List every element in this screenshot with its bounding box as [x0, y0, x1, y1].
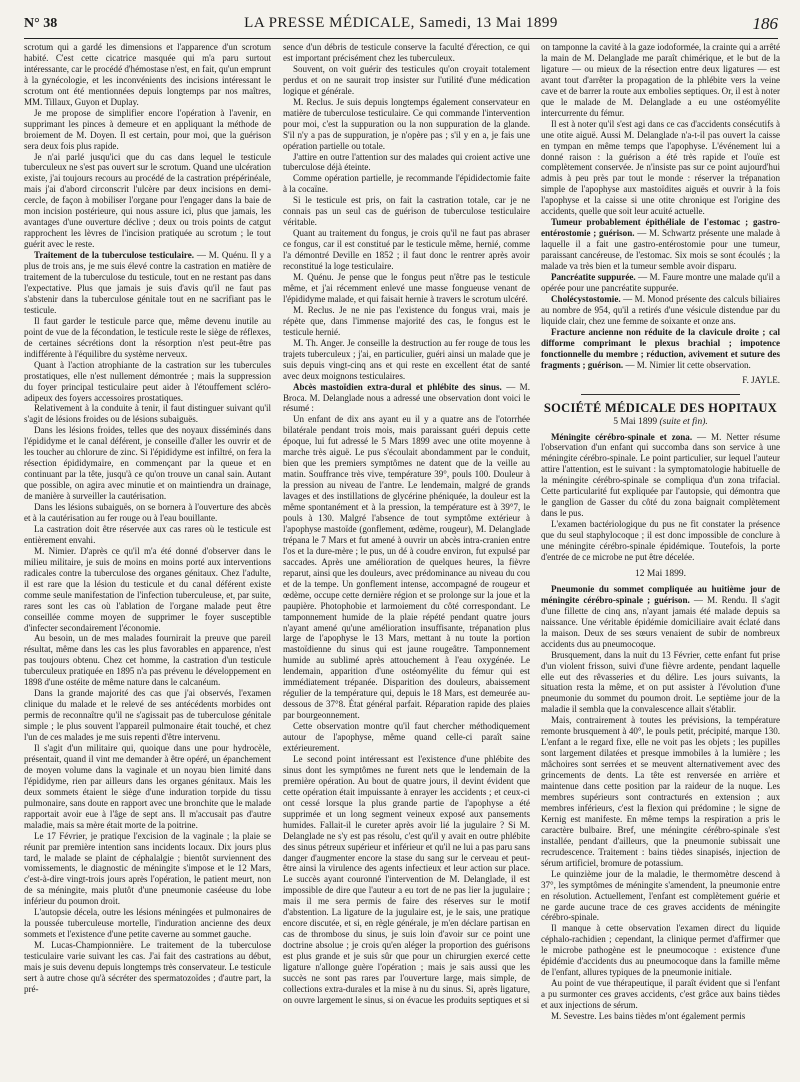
paragraph: Au point de vue thérapeutique, il paraît évident que si l'enfant a pu surmonter ces graves accidents, c'est grâce aux bains tièdes et aux injections de sérum. [541, 978, 780, 1011]
paragraph: Le 17 Février, je pratique l'excision de la vaginale ; la plaie se réunit par première intention sans incidents locaux. Dix jours plus tard, le malade se plaint de céphalalgie ; bientôt surviennent des vomissements, le diagnostic de méningite s'impose et le 12 Mars, c'est-à-dire vingt-trois jours après l'opération, le patient meurt, non de sa méningite, mais plutôt d'une pneumonie caséeuse du lobe inférieur du poumon droit. [24, 830, 271, 907]
column-2 [283, 42, 530, 1074]
journal-title: LA PRESSE MÉDICALE, Samedi, 13 Mai 1899 [244, 15, 558, 31]
paragraph: Relativement à la conduite à tenir, il faut distinguer suivant qu'il s'agit de lésions froides ou de lésions subaiguës. [24, 403, 271, 425]
paragraph: Abcès mastoïdien extra-dural et phlébite des sinus. — M. Broca. M. Delanglade nous a adressé une observation dont voici le résumé : [283, 381, 530, 414]
paragraph: Le second point intéressant est l'existence d'une phlébite des sinus dont les symptômes ne furent nets que le lendemain de la première opération. Au bout de quatre jours, il devint évident que cette opération était impuissante à enrayer les accidents ; et ceux-ci ont cessé lorsque la plus grande partie de l'apophyse a été supprimée et un long segment veineux exposé aux pansements humides. Fallait-il le cureter après avoir lié la jugulaire ? Si M. Delanglade ne s'y est pas résolu, c'est qu'il y avait en outre phlébite des sinus pétreux supérieur et inférieur et qu'il ne lui a pas paru sans danger d'augmenter encore la stase du sang sur le cerveau et peut-être ainsi la virulence des agents infectieux et leur action sur place. Le succès ayant couronné l'intervention de M. Delanglade, il est impossible de dire que l'auteur a eu tort de ne pas lier la jugulaire ; mais il me sera permis de faire des réserves sur le motif d'abstention. La ligature de la jugulaire est, je le sais, une pratique encore discutée, et si, en règle générale, je m'en déclare partisan en cas de thrombose du sinus, je suis loin d'avoir sur ce point une doctrine absolue ; je crois qu'en aléger la proportion des guérisons est plus grande et je suis sûr que pour un chirurgien exercé cette ligature n'allonge guère l'opération ; mais je sais aussi que les succès ne sont pas rares par l'ouverture large, mais simple, de collections extra-durales et la mise à nu du sinus. Si, après ligature, on ouvre largement le sinus, si on évacue les produits septiques et si [283, 753, 530, 1005]
paragraph: Cholécystostomie. — M. Monod présente des calculs biliaires au nombre de 954, qu'il a retirés d'une vésicule distendue par du liquide clair, chez une femme de soixante et onze ans. [541, 293, 780, 326]
section-heading: Cholécystostomie. [551, 293, 621, 304]
paragraph: Il manque à cette observation l'examen direct du liquide céphalo-rachidien ; cependant, la clinique permet d'affirmer que le microbe pathogène est le pneumocoque : existence d'une épidémie d'accidents dus au pneumocoque dans la famille même de l'enfant, allures typiques de la pneumonie initiale. [541, 923, 780, 978]
paragraph: Fracture ancienne non réduite de la clavicule droite ; cal difforme comprimant le plexus brachial ; impotence fonctionnelle du membre ; réduction, avivement et suture des fragments ; guérison. — M. Nimier lit cette observation. [541, 326, 780, 370]
paragraph: Tumeur probablement épithéliale de l'estomac ; gastro-entérostomie ; guérison. — M. Schwartz présente une malade à laquelle il a fait une gastro-entérostomie pour une tumeur, paraissant cancéreuse, de l'estomac. Six mois se sont écoulés ; la malade va très bien et la tumeur semble avoir disparu. [541, 217, 780, 272]
paragraph: Il est à noter qu'il s'est agi dans ce cas d'accidents consécutifs à une otite aiguë. Aussi M. Delanglade n'a-t-il pas ouvert la caisse en tympan en même temps que l'apophyse. L'événement lui a donné raison : la guérison a été très rapide et l'ouïe est complètement conservée. Je n'insiste pas sur ce point aujourd'hui admis à peu près par tout le monde : réserver la trépanation simple de l'apophyse aux mastoïdites aiguës et ouvrir à la fois l'apophyse et la caisse si une otite chronique est l'origine des accidents, quelle que soit leur acuité actuelle. [541, 118, 780, 217]
section-heading: Fracture ancienne non réduite de la clavicule droite ; cal difforme comprimant le plexus brachial ; impotence fonctionnelle du membre ; réduction, avivement et suture des fragments ; guérison. [541, 326, 780, 370]
section-heading: Méningite cérébro-spinale et zona. [551, 431, 693, 442]
paragraph: Quant au traitement du fongus, je crois qu'il ne faut pas abraser ce fongus, car il est constitué par le testicule même, hernié, comme l'a démontré Deville en 1852 ; il faut donc le rentrer après avoir reconstitué la loge testiculaire. [283, 228, 530, 272]
paragraph: M. Lucas-Championnière. Le traitement de la tuberculose testiculaire varie suivant les cas. J'ai fait des castrations au début, mais je suis devenu depuis longtemps très conservateur. Le testicule sert à autre chose qu'à sécréter des spermatozoïdes ; d'autre part, la pré- [24, 940, 271, 994]
paragraph: Dans la grande majorité des cas que j'ai observés, l'examen clinique du malade et le relevé de ses antécédents morbides ont permis de reconnaître qu'il ne s'agissait pas de tuberculose génitale simple ; le plus souvent l'appareil pulmonaire était touché, et chez l'un de ces malades je me suis repenti d'être intervenu. [24, 688, 271, 743]
paragraph: J'attire en outre l'attention sur des malades qui croient active une tuberculose déjà éteinte. [283, 151, 530, 173]
column-1 [24, 42, 271, 1074]
paragraph: Pneumonie du sommet compliquée au huitième jour de méningite cérébro-spinale ; guérison. — M. Rendu. Il s'agit d'une fillette de cinq ans, n'ayant jamais été malade depuis sa naissance. Une véritable épidémie domiciliaire avait éclaté dans la maison. Deux de ses sœurs venaient de subir de nombreux accidents dus au pneumocoque. [541, 583, 780, 649]
paragraph: La castration doit être réservée aux cas rares où le testicule est entièrement envahi. [24, 523, 271, 545]
section-heading: Abcès mastoïdien extra-dural et phlébite des sinus. [293, 381, 502, 392]
paragraph: Souvent, on voit guérir des testicules qu'on croyait totalement perdus et on ne saurait trop insister sur l'utilité d'une médication logique et générale. [283, 63, 530, 96]
section-heading: Tumeur probablement épithéliale de l'estomac ; gastro-entérostomie ; guérison. [541, 217, 780, 239]
paragraph: Un enfant de dix ans ayant eu il y a quatre ans de l'otorrhée bilatérale pendant trois mois, mais paraissant guéri depuis cette époque, lui fut adressé le 5 Mars 1899 avec une otite moyenne à marche très aiguë. Le pus s'écoulait abondamment par le conduit, bien que les premiers symptômes ne datent que de la veille au matin. Souffrance très vive, température 39°, pouls 100. Douleur à la pression au niveau de l'antre. Le lendemain, malgré de grands lavages et des instillations de glycérine phéniquée, la douleur est la même spontanément et à la pression, la température est à 39°7, le pouls à 130. Malgré l'absence de tout symptôme extérieur à l'apophyse mastoïde (gonflement, œdème, rougeur), M. Delanglade trépana le 7 Mars et fut amené à ouvrir un abcès intra-cranien entre l'os et la dure-mère ; le pus, un dé à coudre environ, fut expulsé par saccades. Après une amélioration de quelques heures, la fièvre reparut, ainsi que les douleurs, avec prédominance au niveau du cou et de la tempe. Un gonflement intense, accompagné de rougeur et œdème, occupe cette dernière région et se prolonge sur la joue et la paupière. Photophobie et larmoiement du côté correspondant. Le tamponnement humide de la plaie répété pendant quatre jours n'ayant amené qu'une amélioration insuffisante, trépanation plus large de l'apophyse le 13 Mars, mettant à nu toute la portion mastoïdienne du sinus qui est jaune rougeâtre. Tamponnement humide au sublimé après attouchement à l'eau oxygénée. Le lendemain, apparition d'une ostéomyélite du fémur qui est immédiatement trépanée. Disparition des douleurs, abaissement régulier de la température qui, depuis le 18 Mars, est demeurée au-dessous de 37°8. État général parfait. Réparation rapide des plaies par bourgeonnement. [283, 414, 530, 721]
page-header [24, 14, 778, 39]
paragraph: Mais, contrairement à toutes les prévisions, la température remonte brusquement à 40°, le pouls petit, précipité, marque 130. L'enfant a le regard fixe, elle ne voit pas les objets ; les pupilles sont largement dilatées et presque immobiles à la lumière ; les mâchoires sont serrées et se meuvent alternativement avec des grincements de dents. La tête est renversée en arrière et maintenue dans cette position par la raideur de la nuque. Les membres supérieurs sont contracturés en extension ; aux membres inférieurs, c'est la flexion qui prédomine ; le signe de Kernig est manifeste. En même temps la respiration a pris le caractère bulbaire. Bref, une méningite cérébro-spinale s'est installée, pendant d'ailleurs, que la pneumonie subissait une recrudescence. Traitement : bains tièdes sinapisés, injection de sérum artificiel, bromure de potassium. [541, 715, 780, 868]
issue-number: N° 38 [24, 16, 58, 31]
paragraph: Il s'agit d'un militaire qui, quoique dans une pour hydrocèle, présentait, quand il vint me demander à être opéré, un épanchement de moyen volume dans la vaginale et un noyau bien limité dans l'épididyme, rien par ailleurs dans les organes génitaux. Mais les deux sommets étaient le siège d'une induration torpide du tissu pulmonaire, sans doute en rapport avec une bronchite que le malade rapportait avoir eue à l'âge de sept ans. Il m'accusait pas d'autre maladie, mais sa mère était morte de la poitrine. [24, 743, 271, 830]
paragraph: Méningite cérébro-spinale et zona. — M. Netter résume l'observation d'un enfant qui succomba dans son service à une méningite cérébro-spinale. Le point particulier, sur lequel l'auteur attire l'attention, est le suivant : la symptomatologie habituelle de la méningite cérébro-spinale se compliqua d'un zona trifacial. Cette particularité fut expliquée par l'autopsie, qui démontra que le ganglion de Gasser du côté du zona baignait complètement dans le pus. [541, 431, 780, 519]
section-heading: Traitement de la tuberculose testiculaire. [34, 250, 194, 261]
paragraph: Comme opération partielle, je recommande l'épididectomie faite à la cocaïne. [283, 173, 530, 195]
society-title: SOCIÉTÉ MÉDICALE DES HOPITAUX [543, 400, 778, 415]
paragraph: Brusquement, dans la nuit du 13 Février, cette enfant fut prise d'un violent frisson, suivi d'une fièvre ardente, pendant laquelle elle eut des rêvasseries et du délire. Les jours suivants, la situation resta la même, et on put assister à l'évolution d'une pneumonie du sommet du poumon droit. Le septième jour de la maladie il sembla que la convalescence allait s'établir. [541, 649, 780, 715]
paragraph: Dans les lésions subaiguës, on se bornera à l'ouverture des abcès et à la cautérisation au fer rouge ou à l'eau bouillante. [24, 502, 271, 523]
paragraph: Dans les lésions froides, telles que des noyaux disséminés dans l'épididyme et le canal déférent, je conseille d'aller les ouvrir et de les toucher au chlorure de zinc. Si l'épididyme est infiltré, on fera la résection épididymaire, en commençant par la queue et en continuant par la tête, jusqu'à ce qu'on trouve un canal sain. Autant que possible, on agira avec minutie et on maintiendra un drainage, de manière à surveiller la cautérisation. [24, 425, 271, 502]
paragraph: Cette observation montre qu'il faut chercher méthodiquement autour de l'apophyse, même quand celle-ci paraît saine extérieurement. [283, 721, 530, 753]
paragraph: L'examen bactériologique du pus ne fit constater la présence que du seul staphylocoque ; il est donc impossible de conclure à une méningite cérébro-spinale épidémique. Toutefois, la porte d'entrée de ce microbe ne put être décelée. [541, 519, 780, 562]
author-signature: F. JAYLE. [742, 374, 780, 385]
page-number: 186 [752, 14, 778, 33]
paragraph: Au besoin, un de mes malades fournirait la preuve que pareil résultat, même dans les cas les plus favorables en apparence, n'est pas toujours obtenu. Chez cet homme, la castration d'un testicule tuberculeux pratiquée en 1895 n'a pas prévenu le développement en 1898 d'une ostéite de même nature dans le calcanéum. [24, 633, 271, 688]
paragraph: Le quinzième jour de la maladie, le thermomètre descend à 37°, les symptômes de méningite s'amendent, la pneumonie entre en résolution. Actuellement, l'enfant est complètement guérie et ne garde aucune trace de ces graves accidents de méningite cérébro-spinale. [541, 868, 780, 923]
paragraph: M. Reclus. Je ne nie pas l'existence du fongus vrai, mais je répète que, dans l'immense majorité des cas, le fongus est le testicule hernié. [283, 304, 530, 337]
paragraph: Pancréatite suppurée. — M. Faure montre une malade qu'il a opérée pour une pancréatite suppurée. [541, 272, 780, 293]
paragraph: M. Quénu. Je pense que le fongus peut n'être pas le testicule même, et j'ai récemment enlevé une masse fongueuse venant de l'épididyme malade, et qui faisait hernie à travers le scrotum ulcéré. [283, 272, 530, 304]
paragraph: M. Th. Anger. Je conseille la destruction au fer rouge de tous les trajets tuberculeux ; j'ai, en particulier, guéri ainsi un malade que je suis depuis vingt-cinq ans et qui reste en excellent état de santé avec deux moignons testiculaires. [283, 337, 530, 381]
paragraph: Quant à l'action atrophiante de la castration sur les tubercules prostatiques, elle n'est nullement démontrée ; mais la suppression du foyer principal testiculaire peut aider à l'étouffement scléro-adipeux des foyers accessoires prostatiques. [24, 359, 271, 403]
paragraph: Si le testicule est pris, on fait la castration totale, car je ne connais pas un seul cas de guérison de tuberculose testiculaire véritable. [283, 195, 530, 228]
paragraph: Je n'ai parlé jusqu'ici que du cas dans lequel le testicule tuberculeux ne s'est pas ouvert sur le scrotum. Quand une ulcération existe, j'ai toujours recours au procédé de la castration prépérinéale, mais j'ai d'abord circonscrit l'ulcère par deux incisions en demi-cercle, de façon à mobiliser l'organe pour l'engager dans la baie de mon incision postérieure, qui nous assure ici, plus que jamais, les avantages d'une ouverture déclive ; deux ou trois points de catgut rapprochent les lèvres de l'incision pratiquée au scrotum ; le tout guérit avec le reste. [24, 151, 271, 250]
paragraph: scrotum qui a gardé les dimensions et l'apparence d'un scrotum habité. C'est cette cicatrice masquée qui m'a paru surtout intéressante, car le procédé d'hémostase n'est, en fait, qu'un emprunt à la gynécologie, et les inconvénients des incisions intéressant le scrotum ont été mentionnées depuis longtemps par nos maîtres, MM. Tillaux, Guyon et Duplay. [24, 42, 271, 107]
paragraph: on tamponne la cavité à la gaze iodoformée, la crainte qui a arrêté la main de M. Delanglade me paraît chimérique, et le but de la ligature — ou mieux de la résection entre deux ligatures — est avant tout d'arrêter la propagation de la phlébite vers la veine cave et de barrer la route aux embolies septiques. Or, il est à noter que le malade de M. Delanglade a eu une ostéomyélite intercurrente du fémur. [541, 42, 780, 118]
paragraph: Il faut garder le testicule parce que, même devenu inutile au point de vue de la fécondation, le testicule reste le siège de réflexes, de certaines sécrétions dont la résorption n'est peut-être pas indifférente à l'équilibre du système nerveux. [24, 315, 271, 359]
paragraph: M. Nimier. D'après ce qu'il m'a été donné d'observer dans le milieu militaire, je suis de moins en moins porté aux interventions radicales contre la tuberculose des organes génitaux. Chez l'adulte, il est rare que la lésion du testicule et du canal déférent existe comme seule manifestation de l'infection tuberculeuse, et, par suite, rares sont les cas où l'ablation de l'organe malade peut être conseillée comme moyen de supprimer le foyer susceptible d'infecter secondairement l'économie. [24, 545, 271, 633]
paragraph: L'autopsie décela, outre les lésions méningées et pulmonaires de la poussée tuberculeuse mortelle, l'induration ancienne des deux sommets et l'existence d'une petite caverne au sommet gauche. [24, 907, 271, 940]
society-date: 5 Mai 1899 (suite et fin). [613, 416, 708, 427]
section-heading: Pancréatite suppurée. [551, 272, 636, 283]
column-3 [541, 42, 780, 1074]
paragraph: Traitement de la tuberculose testiculaire. — M. Quénu. Il y a plus de trois ans, je me suis élevé contre la castration en matière de traitement de la tuberculose du testicule, tout en ne restant pas dans l'expectative. Plus que jamais je suis d'avis qu'il ne faut pas s'abstenir dans la tuberculose génitale tout en ne sacrifiant pas le testicule. [24, 250, 271, 315]
session-date: 12 Mai 1899. [635, 568, 686, 579]
paragraph: M. Sevestre. Les bains tièdes m'ont également permis [551, 1011, 746, 1022]
paragraph: sence d'un débris de testicule conserve la faculté d'érection, ce qui est important précisément chez les tuberculeux. [283, 42, 530, 63]
paragraph: M. Reclus. Je suis depuis longtemps également conservateur en matière de tuberculose testiculaire. Ce qui commande l'intervention pour moi, c'est la suppuration ou la non suppuration de la glande. S'il n'y a pas de suppuration, je n'opère pas ; s'il y en a, je fais une opération partielle ou totale. [283, 96, 530, 151]
section-heading: Pneumonie du sommet compliquée au huitième jour de méningite cérébro-spinale ; guérison. [541, 583, 780, 605]
paragraph: Je me propose de simplifier encore l'opération à l'avenir, en supprimant les pinces à demeure et en appliquant la méthode de broiement de M. Doyen. Il est certain, pour moi, que la guérison sera deux fois plus rapide. [24, 107, 271, 151]
section-divider [581, 394, 740, 395]
